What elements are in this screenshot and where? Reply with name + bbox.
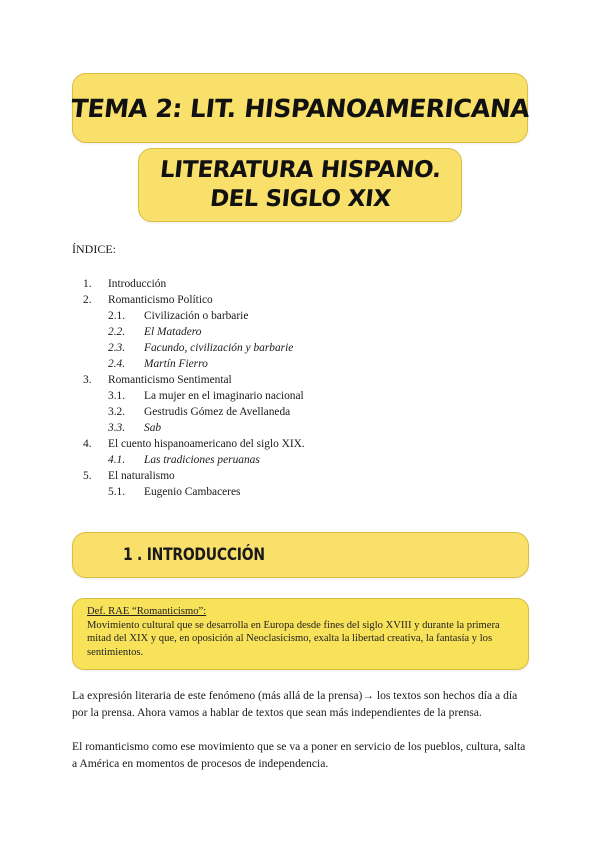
toc-subitem [72,484,372,500]
main-title-box [69,73,531,143]
toc-subitem [72,340,372,356]
toc-item [72,292,372,308]
toc-item-label: Romanticismo Político [108,294,213,306]
toc-subitem-label: Sab [144,422,162,434]
subtitle-line-1: LITERATURA HISPANO. [158,157,442,183]
toc-item-label: El cuento hispanoamericano del siglo XIX. [108,438,305,450]
toc-item [72,468,372,484]
section-heading: 1 . INTRODUCCIÓN [123,545,265,565]
main-title: TEMA 2: LIT. HISPANOAMERICANA [69,93,531,123]
toc-subitem-label: La mujer en el imaginario nacional [144,390,304,402]
definition-title: Def. RAE “Romanticismo”: [87,606,207,617]
toc-item-number: 3. [83,374,92,386]
paragraph: El romanticismo como ese movimiento que se va a poner en servicio de los pueblos, cultura, salta a América en momentos de procesos de independencia. [72,740,526,770]
toc-item [72,372,372,388]
toc-item-number: 1. [83,278,92,290]
toc-item-number: 2. [83,294,92,306]
toc-subitem-number: 2.1. [108,310,126,322]
toc-subitem-label: Eugenio Cambaceres [144,486,241,498]
toc-subitem [72,388,372,404]
paragraph: La expresión literaria de este fenómeno (más allá de la prensa)→ los textos son hechos día a día por la prensa. Ahora vamos a hablar de textos que sean más independientes de la prensa. [72,689,518,719]
toc-subitem [72,404,372,420]
subtitle-box [138,148,462,222]
toc-subitem-number: 3.1. [108,390,126,402]
toc-subitem-number: 3.3. [108,422,126,434]
toc-subitem-number: 2.3. [108,342,126,354]
toc-subitem-label: Civilización o barbarie [144,310,249,322]
toc-item-number: 5. [83,470,92,482]
toc-subitem [72,356,372,372]
definition-text: Movimiento cultural que se desarrolla en Europa desde fines del siglo XVIII y durante la primera mitad del XIX y que, en oposición al Neoclasicismo, exalta la libertad creativa, la fantasía y los sentimientos. [87,619,500,658]
section-heading-box [72,532,529,578]
toc-subitem-number: 2.2. [108,326,126,338]
index-label: ÍNDICE: [72,242,116,256]
toc-subitem-label: Martín Fierro [144,358,208,370]
toc-item-label: El naturalismo [108,470,175,482]
subtitle-line-2: DEL SIGLO XIX [208,186,392,212]
toc-subitem [72,324,372,340]
toc-subitem-number: 4.1. [108,454,126,466]
toc-subitem-number: 3.2. [108,406,126,418]
toc-subitem-label: El Matadero [144,326,202,338]
toc-subitem [72,452,372,468]
definition-box [72,598,529,670]
table-of-contents [72,276,372,500]
toc-item-number: 4. [83,438,92,450]
toc-item [72,276,372,292]
toc-item [72,436,372,452]
toc-item-label: Introducción [108,278,167,290]
toc-subitem [72,420,372,436]
toc-item-label: Romanticismo Sentimental [108,374,232,386]
toc-subitem-number: 2.4. [108,358,126,370]
toc-subitem-label: Las tradiciones peruanas [144,454,260,466]
toc-subitem-label: Gestrudis Gómez de Avellaneda [144,406,291,418]
toc-subitem-number: 5.1. [108,486,126,498]
toc-subitem [72,308,372,324]
toc-subitem-label: Facundo, civilización y barbarie [144,342,294,354]
